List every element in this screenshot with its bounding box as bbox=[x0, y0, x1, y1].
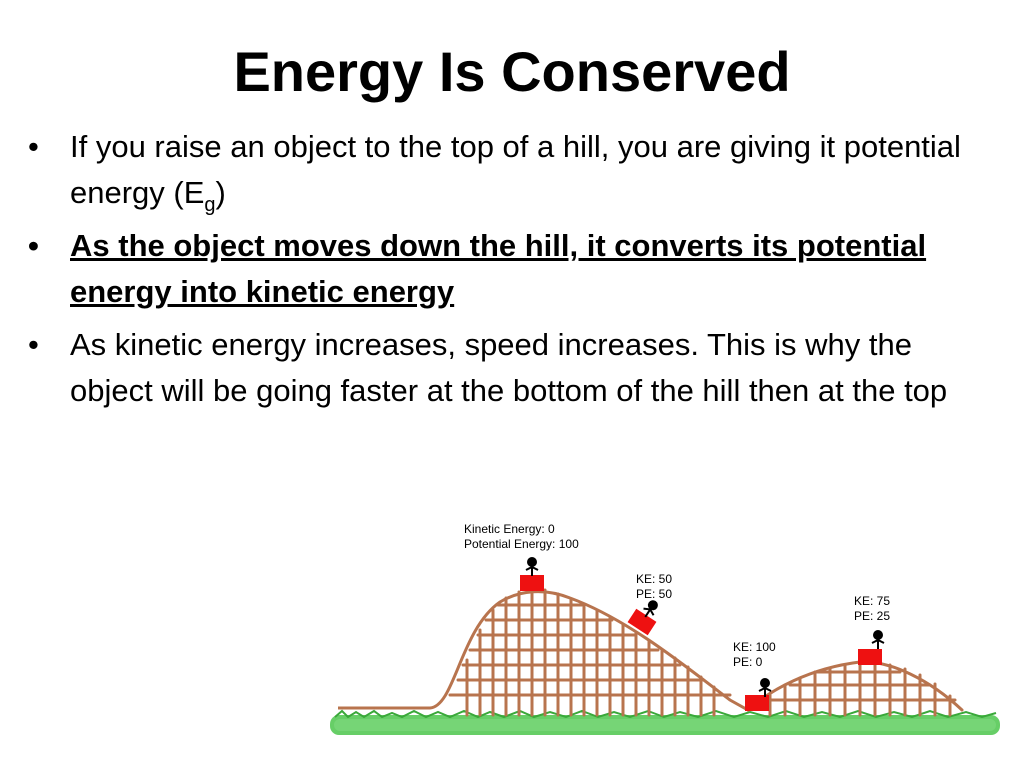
bullet-text: As the object moves down the hill, it converts its potential energy into kinetic energy bbox=[70, 228, 927, 309]
subscript-g: g bbox=[204, 194, 216, 216]
label-top-ke: Kinetic Energy: 0 bbox=[464, 522, 555, 536]
cart-small-hill bbox=[858, 630, 884, 665]
label-small-hill-ke: KE: 75 bbox=[854, 594, 891, 608]
roller-coaster-diagram bbox=[330, 510, 1010, 750]
bullet-item-potential bbox=[28, 124, 998, 216]
label-small-hill-pe: PE: 25 bbox=[854, 609, 891, 623]
bullet-text: As kinetic energy increases, speed increases. This is why the object will be going faster at the bottom of the hill then at the top bbox=[70, 327, 948, 408]
bullet-text-end: ) bbox=[215, 175, 226, 210]
bullet-marker: • bbox=[28, 228, 39, 263]
grass bbox=[330, 711, 1000, 735]
bullet-marker: • bbox=[28, 327, 39, 362]
label-slope-pe: PE: 50 bbox=[636, 587, 673, 601]
cart-top bbox=[520, 557, 544, 591]
bullet-list bbox=[28, 124, 998, 421]
label-bottom bbox=[733, 640, 776, 670]
bullet-item-speed bbox=[28, 322, 998, 414]
label-slope bbox=[636, 572, 672, 602]
label-small-hill bbox=[854, 594, 890, 624]
label-slope-ke: KE: 50 bbox=[636, 572, 673, 586]
slide-title: Energy Is Conserved bbox=[233, 40, 791, 103]
bullet-marker: • bbox=[28, 129, 39, 164]
label-top-pe: Potential Energy: 100 bbox=[464, 537, 579, 551]
label-bottom-ke: KE: 100 bbox=[733, 640, 776, 654]
bullet-item-conversion bbox=[28, 223, 998, 315]
label-bottom-pe: PE: 0 bbox=[733, 655, 763, 669]
coaster-drawing bbox=[330, 510, 1010, 750]
bullet-text: If you raise an object to the top of a hill, you are giving it potential energy (E bbox=[70, 129, 961, 210]
label-top bbox=[464, 522, 579, 552]
